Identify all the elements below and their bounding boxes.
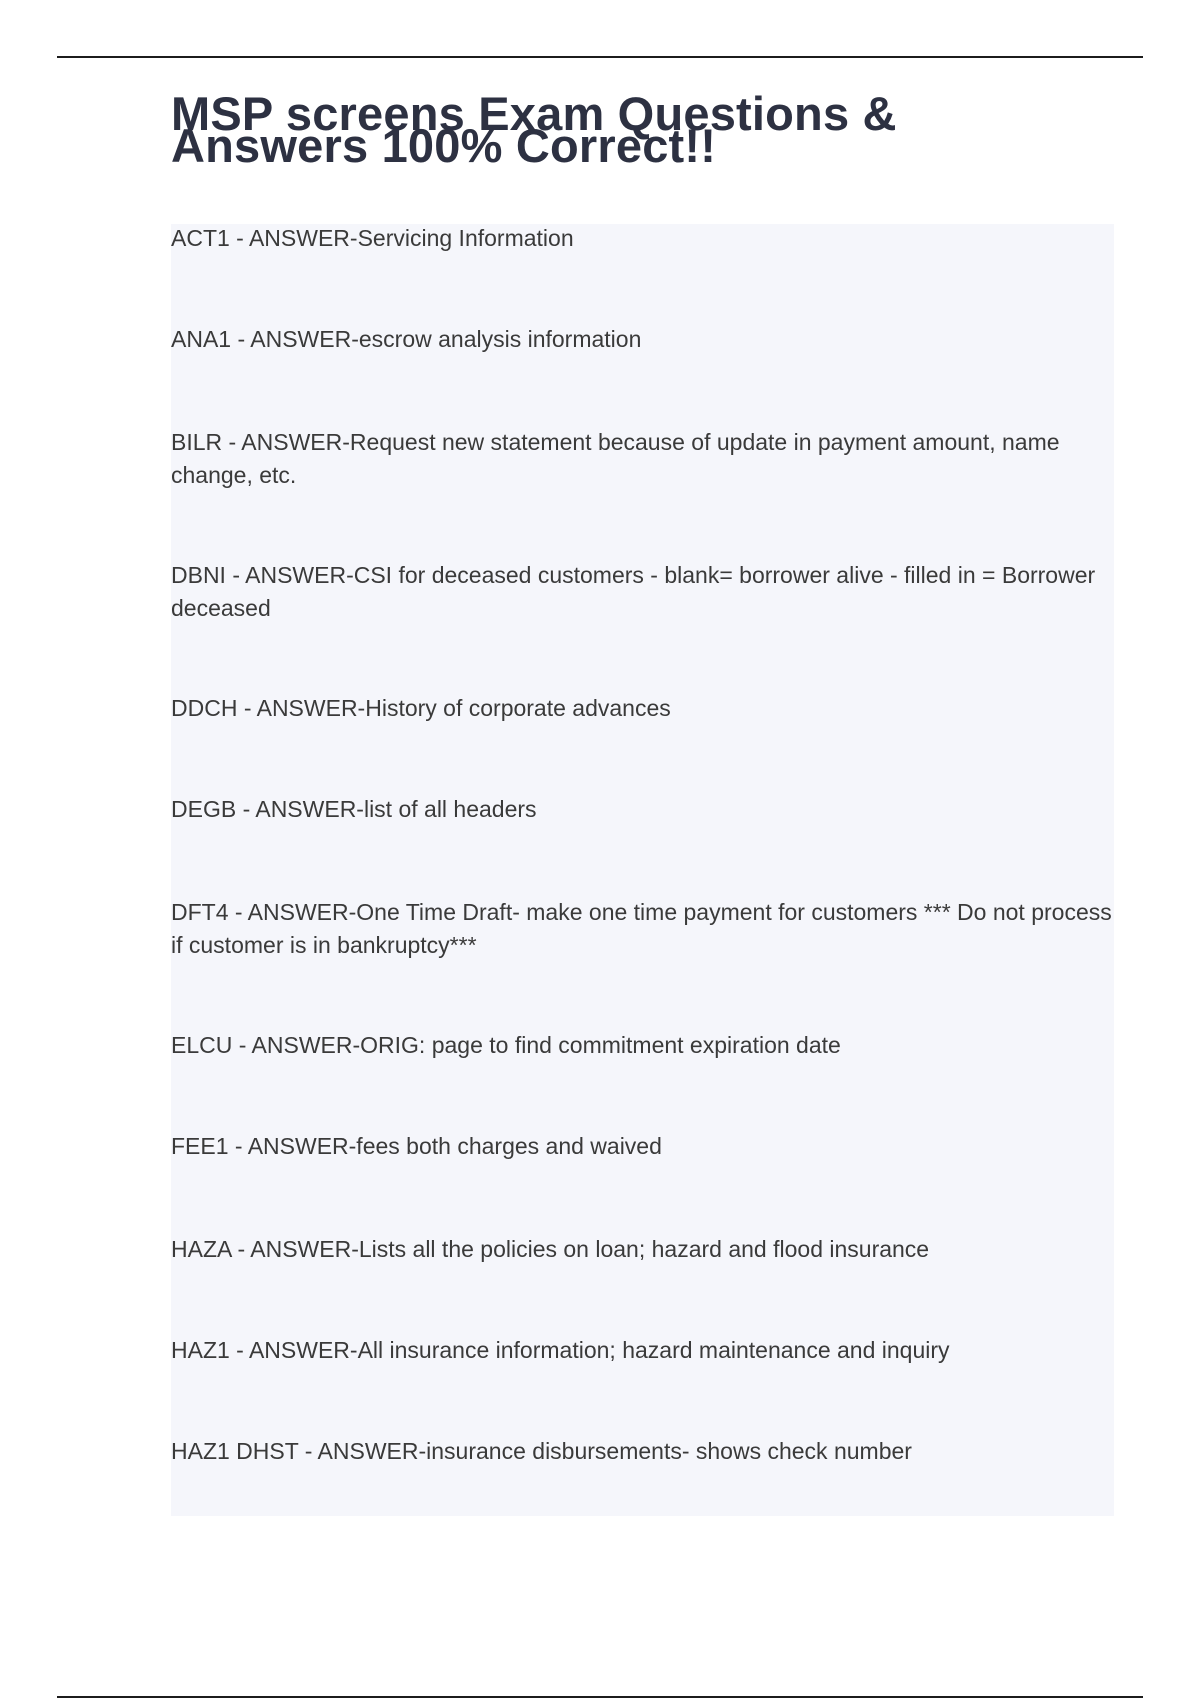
top-rule bbox=[57, 56, 1143, 58]
qa-item-degb: DEGB - ANSWER-list of all headers bbox=[171, 796, 537, 822]
qa-item-bilr: BILR - ANSWER-Request new statement because of update in payment amount, name change, etc. bbox=[171, 429, 1060, 488]
qa-item-elcu: ELCU - ANSWER-ORIG: page to find commitment expiration date bbox=[171, 1032, 841, 1058]
qa-item-dft4: DFT4 - ANSWER-One Time Draft- make one time payment for customers *** Do not process if customer is in bankruptcy*** bbox=[171, 899, 1112, 958]
qa-item-haz1: HAZ1 - ANSWER-All insurance information; hazard maintenance and inquiry bbox=[171, 1337, 950, 1363]
qa-item-fee1: FEE1 - ANSWER-fees both charges and waived bbox=[171, 1133, 662, 1159]
qa-item-haz1-dhst: HAZ1 DHST - ANSWER-insurance disbursements- shows check number bbox=[171, 1438, 912, 1464]
qa-item-dbni: DBNI - ANSWER-CSI for deceased customers - blank= borrower alive - filled in = Borrower deceased bbox=[171, 562, 1096, 621]
qa-item-haza: HAZA - ANSWER-Lists all the policies on loan; hazard and flood insurance bbox=[171, 1236, 930, 1262]
bottom-rule bbox=[57, 1696, 1143, 1698]
qa-panel bbox=[171, 224, 1114, 1516]
qa-item-ddch: DDCH - ANSWER-History of corporate advances bbox=[171, 695, 671, 721]
document-title: MSP screens Exam Questions & Answers 100% Correct!! bbox=[171, 87, 897, 172]
qa-item-act1: ACT1 - ANSWER-Servicing Information bbox=[171, 225, 574, 251]
qa-item-ana1: ANA1 - ANSWER-escrow analysis information bbox=[171, 326, 642, 352]
